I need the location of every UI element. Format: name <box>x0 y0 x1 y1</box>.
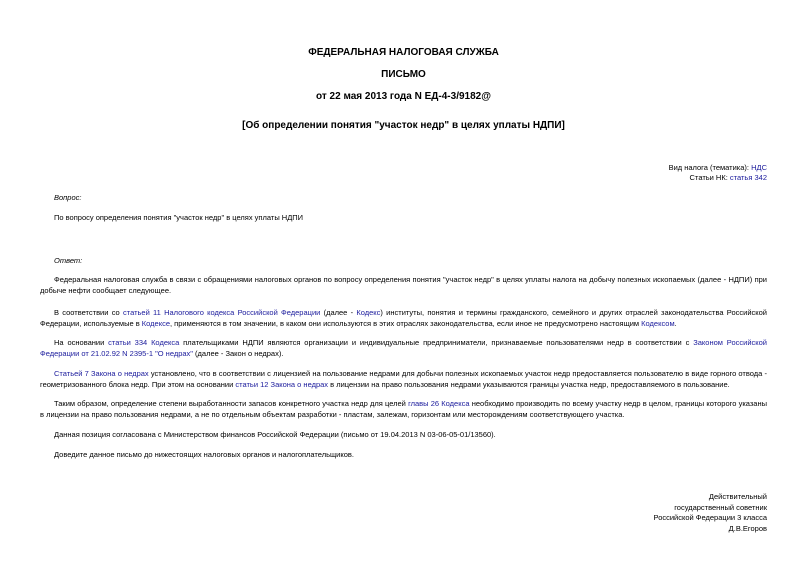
p3-text-b: плательщиками НДПИ являются организации и индивидуальные предприниматели, признаваемые пользователями недр в соответствии с <box>179 338 694 347</box>
p2-text-a: В соответствии со <box>54 308 123 317</box>
p2-text-b: (далее - <box>320 308 357 317</box>
nk-article-link[interactable]: статья 342 <box>729 173 767 182</box>
answer-paragraph-2 <box>40 308 767 329</box>
link-kodeksom[interactable]: Кодексом <box>641 318 675 328</box>
question-label: Вопрос: <box>54 193 82 202</box>
doc-type: ПИСЬМО <box>381 69 426 80</box>
signature-line-3: Российской Федерации 3 класса <box>653 513 767 522</box>
p5-text-a: Таким образом, определение степени выработанности запасов конкретного участка недр для целей <box>54 399 409 408</box>
nk-articles-line <box>690 173 767 183</box>
p3-text-a: На основании <box>54 338 109 347</box>
signature-line-1: Действительный <box>708 492 767 501</box>
nk-label: Статьи НК: <box>689 173 730 182</box>
answer-paragraph-6 <box>40 430 767 441</box>
p2-text-d: , применяются в том значении, в каком они используются в этих отраслях законодательства, если иное не предусмотрено настоящим <box>170 318 642 328</box>
agency-title: ФЕДЕРАЛЬНАЯ НАЛОГОВАЯ СЛУЖБА <box>308 47 499 58</box>
signature-line-2: государственный советник <box>674 502 767 512</box>
link-article-7-law[interactable]: Статьей 7 Закона о недрах <box>54 369 149 378</box>
tax-type-line <box>669 163 767 173</box>
link-kodekse[interactable]: Кодексе <box>141 318 171 328</box>
answer-paragraph-1 <box>40 275 767 296</box>
link-article-11-nk[interactable]: статьей 11 Налогового кодекса Российской Федерации <box>122 308 321 317</box>
link-article-12-law[interactable]: статьи 12 Закона о недрах <box>235 379 329 389</box>
p1-text: Федеральная налоговая служба в связи с обращениями налоговых органов по вопросу определения понятия "участок недр" в целях уплаты налога на добычу полезных ископаемых (далее - НДПИ) при добыче нефти сообщает следующее. <box>40 275 767 295</box>
doc-date-number: от 22 мая 2013 года N ЕД-4-3/9182@ <box>316 91 491 102</box>
tax-type-label: Вид налога (тематика): <box>668 163 752 172</box>
answer-paragraph-3 <box>40 338 767 359</box>
signature-block <box>654 492 767 534</box>
p4-text-b: в лицензии на право пользования недрами указываются границы участка недр, предоставляемого в пользование. <box>328 379 730 389</box>
p2-text-c: ) институты, понятия и термины гражданского, семейного и других отраслей законодательства Российской Федерации, используемые в <box>40 308 767 328</box>
link-law-o-nedrakh[interactable]: Законом Российской Федерации от 21.02.92 N 2395-1 "О недрах" <box>40 338 767 358</box>
p3-text-c: (далее - Закон о недрах). <box>192 348 284 358</box>
p5-text-b: необходимо производить по всему участку недр в целом, границы которого указаны в лицензии на право пользования недрами, а не по отдельным объектам разработки - пластам, залежам, горизонтам или месторождениям соответствующего участка. <box>40 399 767 419</box>
signature-name: Д.В.Егоров <box>728 523 767 533</box>
p2-text-e: . <box>674 318 677 328</box>
link-article-334[interactable]: статьи 334 Кодекса <box>108 338 180 347</box>
answer-label: Ответ: <box>54 256 83 265</box>
doc-subject: [Об определении понятия "участок недр" в целях уплаты НДПИ] <box>242 120 565 131</box>
answer-paragraph-4 <box>40 369 767 390</box>
question-text: По вопросу определения понятия "участок недр" в целях уплаты НДПИ <box>54 213 304 222</box>
answer-paragraph-5 <box>40 399 767 420</box>
link-kodeks[interactable]: Кодекс <box>356 308 381 317</box>
p7-text: Доведите данное письмо до нижестоящих налоговых органов и налогоплательщиков. <box>54 450 354 459</box>
p4-text-a: установлено, что в соответствии с лицензией на пользование недрами для добычи полезных ископаемых участок недр предоставляется пользователю в виде горного отвода - геометризованного блока недр. При этом на основании <box>40 369 767 389</box>
tax-type-link[interactable]: НДС <box>751 163 767 172</box>
answer-paragraph-7 <box>40 450 767 461</box>
link-chapter-26[interactable]: главы 26 Кодекса <box>408 399 470 408</box>
p6-text: Данная позиция согласована с Министерством финансов Российской Федерации (письмо от 19.04.2013 N 03-06-05-01/13560). <box>54 430 496 439</box>
